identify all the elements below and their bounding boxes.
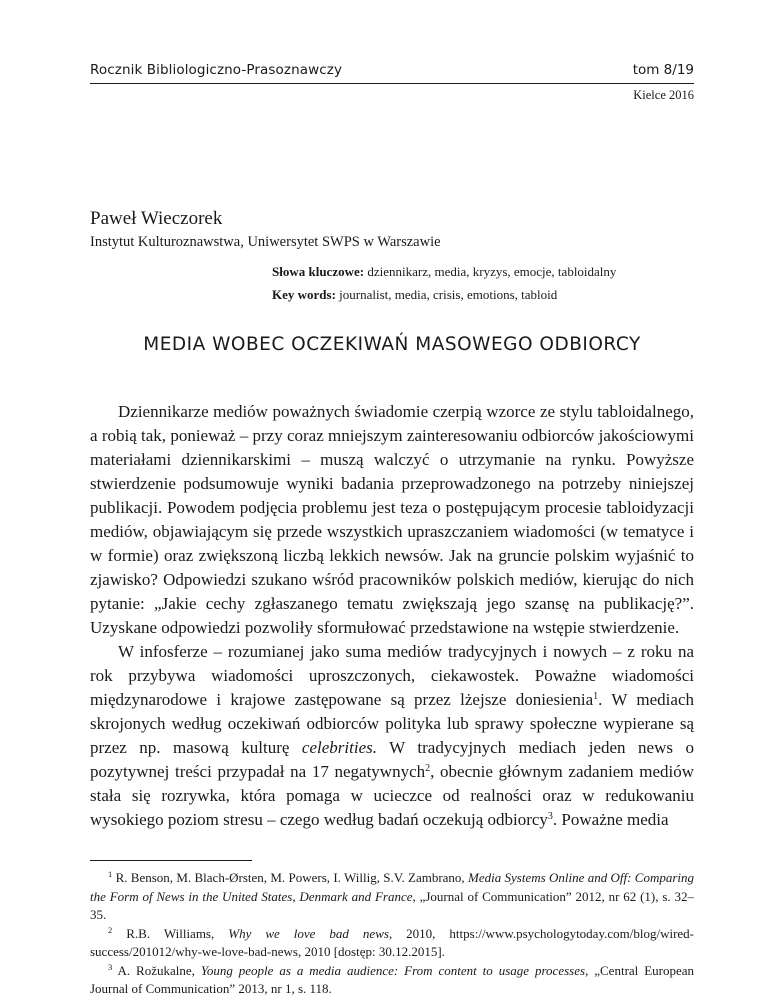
footnote-text: , „Central European Journal of Communication” 2013, nr 1, s. 118. [90,962,695,996]
journal-name: Rocznik Bibliologiczno-Prasoznawczy [90,62,343,78]
footnote-ref-3[interactable]: 3 [547,811,553,822]
paragraph-2-text: . W mediach skrojonych według oczekiwań odbiorców polityka lub sprawy społeczne wypierane są przez np. masową kulturę [90,690,694,757]
footnote-text: , „Journal of Communication” 2012, nr 62 (1), s. 32–35. [90,888,694,922]
paragraph-2-text: W tradycyjnych mediach jeden news o pozytywnej treści przypadał na 17 negatywnych [90,738,694,781]
footnote-1 [90,869,694,925]
place-year: Kielce 2016 [633,88,694,102]
keywords-en-label: Key words: [272,287,336,302]
keywords-pl [272,264,616,280]
footnote-number: 3 [108,961,113,972]
keywords-en [272,287,557,303]
footnote-ref-2[interactable]: 2 [425,763,431,774]
footnote-title: Young people as a media audience: From content to usage processes [200,962,586,978]
footnote-title: Media Systems Online and Off: Comparing the Form of News in the United States, Denmark and France [90,870,695,904]
paragraph-2 [90,640,694,832]
keywords-en-value: journalist, media, crisis, emotions, tabloid [335,287,558,302]
footnote-text: A. Rožukalne, [112,962,201,978]
header-rule [90,83,694,84]
footnote-title: Why we love bad news [228,925,389,941]
paragraph-2-text: , obecnie głównym zadaniem mediów stała się rozrywka, która pomaga w ucieczce od realności oraz w redukowaniu wysokiego poziom stresu – czego według badań oczekują odbiorcy [90,762,694,829]
footnotes [90,869,694,999]
keywords-pl-value: dziennikarz, media, kryzys, emocje, tabloidalny [364,264,617,279]
footnote-rule [90,860,252,861]
paragraph-2-italic: celebrities. [301,738,377,757]
paragraph-2-text: W infosferze – rozumianej jako suma mediów tradycyjnych i nowych – z roku na rok przybywa wiadomości uproszczonych, ciekawostek. Poważne wiadomości międzynarodowe i krajowe zastępowane są przez lżejsze doniesienia [90,642,694,709]
footnote-2 [90,925,694,962]
paragraph-1: Dziennikarze mediów poważnych świadomie czerpią wzorce ze stylu tabloidalnego, a robią tak, ponieważ – przy coraz mniejszym zainteresowaniu odbiorców jakościowymi materiałami dziennikarskimi – muszą walczyć o utrzymanie na rynku. Powyższe stwierdzenie podsumowuje wyniki badania przeprowadzonego na potrzeby niniejszej publikacji. Powodem podjęcia problemu jest teza o postępującym procesie tabloidyzacji mediów, objawiającym się przede wszystkich upraszczaniem wiadomości (w tematyce i w formie) oraz zwiększoną liczbą lekkich newsów. Jak na gruncie polskim wyjaśnić to zjawisko? Odpowiedzi szukano wśród pracowników polskich mediów, kierując do nich pytanie: „Jakie cechy zgłaszanego tematu zwiększają jego szansę na publikację?”. Uzyskane odpowiedzi pozwoliły sformułować przedstawione na wstępie stwierdzenie. [90,402,694,637]
footnote-3 [90,962,694,999]
paragraph-2-text: . Poważne media [552,810,669,829]
footnote-number: 1 [108,869,113,879]
footnote-text: , 2010, https://www.psychologytoday.com/blog/wired-success/201012/why-we-love-bad-news, 2010 [dostęp: 30.12.2015]. [90,925,694,959]
keywords-pl-label: Słowa kluczowe: [272,264,365,279]
author-name: Paweł Wieczorek [90,208,223,229]
volume-number: tom 8/19 [632,62,694,78]
article-title: MEDIA WOBEC OCZEKIWAŃ MASOWEGO ODBIORCY [143,334,641,355]
author-affiliation: Instytut Kulturoznawstwa, Uniwersytet SWPS w Warszawie [90,234,441,250]
article-body [90,400,694,832]
footnote-text: R.B. Williams, [112,925,229,941]
footnote-number: 2 [108,924,113,935]
footnote-ref-1[interactable]: 1 [593,691,599,702]
footnote-text: R. Benson, M. Blach-Ørsten, M. Powers, I. Willig, S.V. Zambrano, [112,870,469,885]
